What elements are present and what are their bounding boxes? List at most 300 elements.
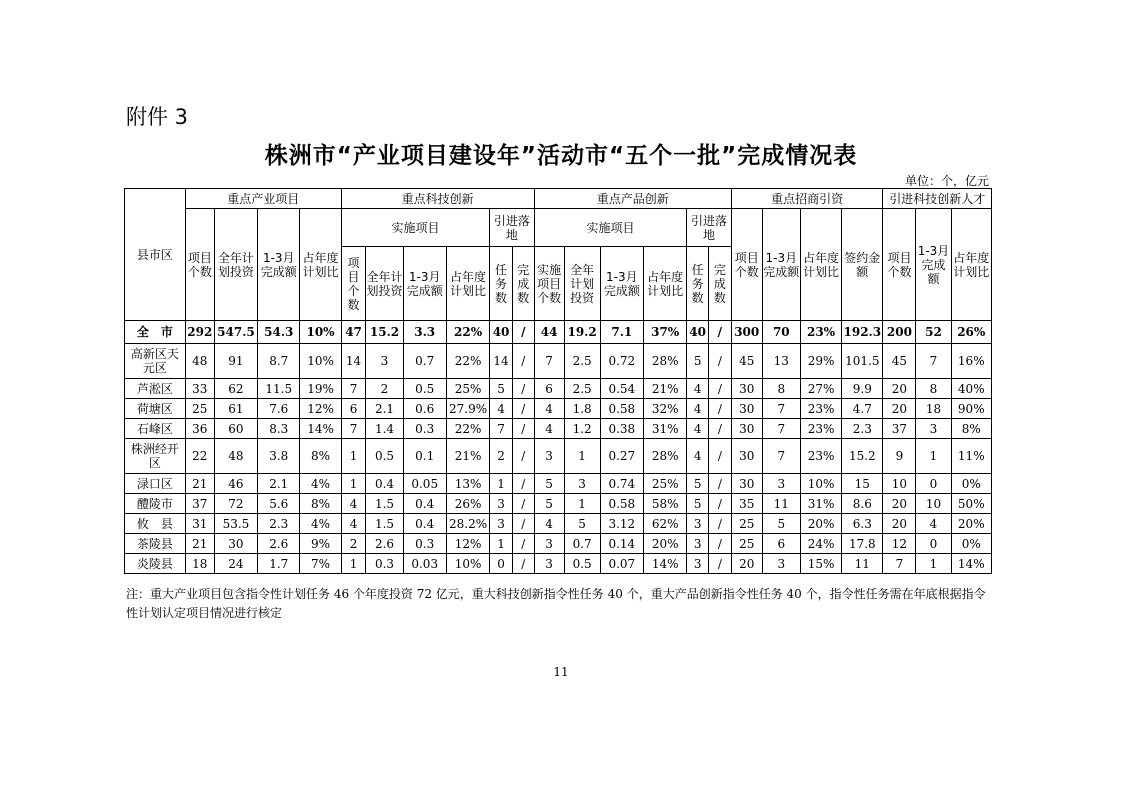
table-cell: 10 <box>883 474 916 494</box>
table-cell: / <box>512 554 534 574</box>
table-cell: 8 <box>762 379 800 399</box>
table-cell: 16% <box>951 344 991 379</box>
table-cell: 4 <box>916 514 951 534</box>
table-cell: 5 <box>762 514 800 534</box>
table-cell: 6 <box>341 399 366 419</box>
table-cell: 4 <box>687 419 709 439</box>
table-cell: 19.2 <box>564 321 600 344</box>
table-cell: 5 <box>687 494 709 514</box>
table-cell: / <box>512 534 534 554</box>
table-cell: 5 <box>564 514 600 534</box>
table-cell: 24 <box>214 554 257 574</box>
table-cell: 5 <box>687 474 709 494</box>
table-cell: 7 <box>490 419 513 439</box>
table-cell: 15% <box>800 554 841 574</box>
table-cell: 14 <box>341 344 366 379</box>
table-cell: / <box>708 554 731 574</box>
table-cell: 45 <box>731 344 762 379</box>
table-cell: 0.4 <box>403 494 446 514</box>
table-cell: 7 <box>916 344 951 379</box>
header-col: 完成数 <box>512 247 534 321</box>
header-col: 实施项目个数 <box>534 247 564 321</box>
header-col: 占年度计划比 <box>800 209 841 321</box>
table-cell: 8% <box>951 419 991 439</box>
table-cell: 5 <box>534 474 564 494</box>
district-name: 渌口区 <box>125 474 186 494</box>
table-cell: 292 <box>185 321 214 344</box>
table-cell: 1.2 <box>564 419 600 439</box>
table-cell: 30 <box>731 474 762 494</box>
table-cell: 2 <box>341 534 366 554</box>
table-cell: 0.5 <box>403 379 446 399</box>
table-cell: 1 <box>916 554 951 574</box>
table-cell: 61 <box>214 399 257 419</box>
table-cell: 3 <box>687 554 709 574</box>
table-cell: 9% <box>300 534 341 554</box>
table-cell: 0.14 <box>600 534 643 554</box>
table-cell: 23% <box>800 439 841 474</box>
table-cell: 52 <box>916 321 951 344</box>
table-cell: 30 <box>731 379 762 399</box>
table-cell: 0 <box>490 554 513 574</box>
table-row <box>125 514 992 534</box>
table-cell: 29% <box>800 344 841 379</box>
table-cell: 2 <box>490 439 513 474</box>
table-cell: 3 <box>490 494 513 514</box>
header-col: 1-3月完成额 <box>916 209 951 321</box>
table-cell: 31% <box>644 419 687 439</box>
table-cell: 3 <box>916 419 951 439</box>
table-cell: 62% <box>644 514 687 534</box>
header-col: 全年计划投资 <box>366 247 403 321</box>
table-row <box>125 399 992 419</box>
table-cell: 28% <box>644 439 687 474</box>
table-row <box>125 474 992 494</box>
table-cell: 3 <box>762 474 800 494</box>
district-name: 醴陵市 <box>125 494 186 514</box>
table-cell: 0.3 <box>403 534 446 554</box>
table-cell: 200 <box>883 321 916 344</box>
table-cell: 11% <box>951 439 991 474</box>
table-cell: 4 <box>687 399 709 419</box>
table-cell: 20 <box>883 514 916 534</box>
table-cell: / <box>708 439 731 474</box>
table-cell: / <box>512 321 534 344</box>
table-cell: 3 <box>564 474 600 494</box>
table-cell: 4 <box>534 514 564 534</box>
header-col: 任务数 <box>687 247 709 321</box>
table-cell: 40 <box>490 321 513 344</box>
table-cell: 10% <box>446 554 489 574</box>
table-cell: 37 <box>185 494 214 514</box>
table-cell: 90% <box>951 399 991 419</box>
header-col: 占年度计划比 <box>951 209 991 321</box>
table-cell: 4% <box>300 514 341 534</box>
table-cell: 1 <box>341 439 366 474</box>
table-cell: 10 <box>916 494 951 514</box>
table-cell: 23% <box>800 399 841 419</box>
table-cell: 0.07 <box>600 554 643 574</box>
table-cell: 22% <box>446 344 489 379</box>
table-cell: 4 <box>341 494 366 514</box>
table-row <box>125 494 992 514</box>
attachment-label: 附件 3 <box>126 105 189 129</box>
table-row <box>125 534 992 554</box>
table-cell: 3 <box>762 554 800 574</box>
table-cell: 0.5 <box>366 439 403 474</box>
table-cell: 48 <box>185 344 214 379</box>
table-cell: 4.7 <box>842 399 883 419</box>
table-cell: 9.9 <box>842 379 883 399</box>
table-cell: 50% <box>951 494 991 514</box>
table-cell: / <box>512 474 534 494</box>
table-row <box>125 554 992 574</box>
table-cell: 58% <box>644 494 687 514</box>
district-name: 炎陵县 <box>125 554 186 574</box>
table-cell: 26% <box>446 494 489 514</box>
table-cell: 20% <box>800 514 841 534</box>
table-cell: 14% <box>300 419 341 439</box>
table-cell: 30 <box>731 439 762 474</box>
table-cell: 28.2% <box>446 514 489 534</box>
table-cell: 7.1 <box>600 321 643 344</box>
table-cell: 3 <box>366 344 403 379</box>
table-cell: 3 <box>534 439 564 474</box>
header-col: 占年度计划比 <box>446 247 489 321</box>
table-cell: / <box>512 379 534 399</box>
table-cell: / <box>708 321 731 344</box>
table-cell: 3 <box>534 554 564 574</box>
table-cell: 48 <box>214 439 257 474</box>
table-cell: 53.5 <box>214 514 257 534</box>
header-group-investment: 重点招商引资 <box>731 189 883 209</box>
table-cell: 25% <box>446 379 489 399</box>
table-cell: 5 <box>534 494 564 514</box>
district-name: 攸 县 <box>125 514 186 534</box>
table-cell: 54.3 <box>258 321 300 344</box>
table-cell: 72 <box>214 494 257 514</box>
table-cell: 6 <box>534 379 564 399</box>
table-cell: / <box>512 419 534 439</box>
district-name: 荷塘区 <box>125 399 186 419</box>
header-col: 全年计划投资 <box>564 247 600 321</box>
table-cell: 2.5 <box>564 344 600 379</box>
table-cell: 3.12 <box>600 514 643 534</box>
table-cell: 2.6 <box>258 534 300 554</box>
table-cell: 21 <box>185 534 214 554</box>
district-name: 石峰区 <box>125 419 186 439</box>
table-cell: 10% <box>800 474 841 494</box>
header-col: 项目个数 <box>185 209 214 321</box>
table-cell: / <box>512 399 534 419</box>
table-cell: 0.1 <box>403 439 446 474</box>
header-col: 1-3月完成额 <box>258 209 300 321</box>
table-cell: 24% <box>800 534 841 554</box>
table-cell: 0.58 <box>600 494 643 514</box>
table-cell: 0.03 <box>403 554 446 574</box>
table-cell: 1.5 <box>366 514 403 534</box>
district-name: 茶陵县 <box>125 534 186 554</box>
table-cell: 1.8 <box>564 399 600 419</box>
table-cell: 0 <box>916 534 951 554</box>
table-cell: 15 <box>842 474 883 494</box>
table-cell: 30 <box>731 419 762 439</box>
table-cell: 8 <box>916 379 951 399</box>
header-col: 全年计划投资 <box>214 209 257 321</box>
table-cell: 0.27 <box>600 439 643 474</box>
table-cell: 5 <box>687 344 709 379</box>
table-cell: 35 <box>731 494 762 514</box>
table-cell: 46 <box>214 474 257 494</box>
header-col: 占年度计划比 <box>644 247 687 321</box>
table-cell: 7 <box>534 344 564 379</box>
table-cell: 22 <box>185 439 214 474</box>
table-cell: 2.1 <box>366 399 403 419</box>
header-sub-prod-impl: 实施项目 <box>534 209 687 247</box>
table-cell: 7 <box>341 419 366 439</box>
table-cell: 3 <box>490 514 513 534</box>
page-number: 11 <box>553 665 569 679</box>
table-cell: 22% <box>446 419 489 439</box>
table-cell: 1 <box>490 534 513 554</box>
table-cell: / <box>708 534 731 554</box>
table-cell: 47 <box>341 321 366 344</box>
table-cell: 13 <box>762 344 800 379</box>
table-cell: 31 <box>185 514 214 534</box>
table-cell: 4 <box>490 399 513 419</box>
table-cell: 20% <box>951 514 991 534</box>
table-cell: 27.9% <box>446 399 489 419</box>
table-cell: 91 <box>214 344 257 379</box>
table-cell: 4 <box>534 419 564 439</box>
table-cell: 15.2 <box>366 321 403 344</box>
table-cell: 3.8 <box>258 439 300 474</box>
header-col: 项目个数 <box>731 209 762 321</box>
table-cell: / <box>708 514 731 534</box>
table-cell: 20 <box>883 494 916 514</box>
table-cell: 1.7 <box>258 554 300 574</box>
table-cell: 60 <box>214 419 257 439</box>
table-cell: 0.54 <box>600 379 643 399</box>
table-cell: 25 <box>731 514 762 534</box>
header-sub-prod-land: 引进落地 <box>687 209 731 247</box>
table-cell: 1 <box>341 554 366 574</box>
table-cell: 8.6 <box>842 494 883 514</box>
table-cell: 5 <box>490 379 513 399</box>
header-col: 1-3月完成额 <box>762 209 800 321</box>
table-cell: 20 <box>883 399 916 419</box>
table-cell: 32% <box>644 399 687 419</box>
table-cell: 0.7 <box>564 534 600 554</box>
table-cell: / <box>708 399 731 419</box>
table-cell: / <box>708 494 731 514</box>
header-col: 项目个数 <box>341 247 366 321</box>
table-cell: 21% <box>644 379 687 399</box>
table-cell: 0.05 <box>403 474 446 494</box>
table-cell: 70 <box>762 321 800 344</box>
table-cell: 62 <box>214 379 257 399</box>
table-cell: 18 <box>185 554 214 574</box>
table-cell: 19% <box>300 379 341 399</box>
header-district: 县市区 <box>125 189 186 321</box>
table-cell: 30 <box>731 399 762 419</box>
table-cell: 0% <box>951 534 991 554</box>
table-cell: 2.3 <box>842 419 883 439</box>
table-cell: 547.5 <box>214 321 257 344</box>
table-cell: 0.74 <box>600 474 643 494</box>
table-cell: 12% <box>446 534 489 554</box>
table-cell: 20 <box>883 379 916 399</box>
table-cell: 27% <box>800 379 841 399</box>
table-cell: 4 <box>341 514 366 534</box>
completion-table <box>124 188 992 574</box>
district-name: 全 市 <box>125 321 186 344</box>
table-cell: / <box>708 419 731 439</box>
table-cell: 0.4 <box>403 514 446 534</box>
table-cell: 11 <box>762 494 800 514</box>
header-group-tech: 重点科技创新 <box>341 189 534 209</box>
table-cell: 37 <box>883 419 916 439</box>
table-cell: 0.5 <box>564 554 600 574</box>
table-cell: 6 <box>762 534 800 554</box>
table-cell: 20 <box>731 554 762 574</box>
table-cell: 4% <box>300 474 341 494</box>
table-cell: 7% <box>300 554 341 574</box>
table-cell: 2.1 <box>258 474 300 494</box>
header-group-industry: 重点产业项目 <box>185 189 341 209</box>
table-cell: / <box>708 344 731 379</box>
table-cell: 25 <box>731 534 762 554</box>
table-body <box>125 321 992 574</box>
table-cell: 30 <box>214 534 257 554</box>
table-cell: 21 <box>185 474 214 494</box>
table-cell: 8% <box>300 494 341 514</box>
table-cell: 0.7 <box>403 344 446 379</box>
table-cell: 31% <box>800 494 841 514</box>
table-cell: 1 <box>341 474 366 494</box>
table-cell: / <box>708 474 731 494</box>
header-col: 占年度计划比 <box>300 209 341 321</box>
table-cell: 10% <box>300 321 341 344</box>
table-cell: 7 <box>762 419 800 439</box>
header-col: 签约金额 <box>842 209 883 321</box>
table-cell: 5.6 <box>258 494 300 514</box>
table-cell: 8.7 <box>258 344 300 379</box>
table-cell: 192.3 <box>842 321 883 344</box>
table-cell: 0.3 <box>366 554 403 574</box>
header-sub-tech-impl: 实施项目 <box>341 209 490 247</box>
header-group-product: 重点产品创新 <box>534 189 731 209</box>
page-title: 株洲市“产业项目建设年”活动市“五个一批”完成情况表 <box>264 143 858 169</box>
table-cell: 11 <box>842 554 883 574</box>
table-cell: 1 <box>564 494 600 514</box>
table-cell: 2.6 <box>366 534 403 554</box>
district-name: 高新区天元区 <box>125 344 186 379</box>
table-cell: 0% <box>951 474 991 494</box>
table-cell: 25 <box>185 399 214 419</box>
table-cell: 4 <box>687 379 709 399</box>
table-cell: 18 <box>916 399 951 419</box>
table-cell: 13% <box>446 474 489 494</box>
table-cell: 7 <box>341 379 366 399</box>
table-cell: 45 <box>883 344 916 379</box>
table-cell: 300 <box>731 321 762 344</box>
table-cell: 8.3 <box>258 419 300 439</box>
table-cell: 12% <box>300 399 341 419</box>
table-cell: 4 <box>534 399 564 419</box>
table-cell: 25% <box>644 474 687 494</box>
table-cell: 0.38 <box>600 419 643 439</box>
table-cell: 0.72 <box>600 344 643 379</box>
table-cell: 2.5 <box>564 379 600 399</box>
table-cell: 8% <box>300 439 341 474</box>
table-cell: 1 <box>916 439 951 474</box>
table-cell: 2.3 <box>258 514 300 534</box>
table-cell: 9 <box>883 439 916 474</box>
table-cell: 17.8 <box>842 534 883 554</box>
table-cell: 3.3 <box>403 321 446 344</box>
table-cell: 14% <box>951 554 991 574</box>
table-cell: 20% <box>644 534 687 554</box>
table-row <box>125 419 992 439</box>
table-cell: 0.3 <box>403 419 446 439</box>
table-cell: 36 <box>185 419 214 439</box>
table-cell: 6.3 <box>842 514 883 534</box>
unit-label: 单位：个，亿元 <box>904 174 989 188</box>
table-cell: 23% <box>800 419 841 439</box>
header-group-talent: 引进科技创新人才 <box>883 189 992 209</box>
table-cell: 1.5 <box>366 494 403 514</box>
header-sub-tech-land: 引进落地 <box>490 209 534 247</box>
table-cell: 28% <box>644 344 687 379</box>
table-cell: 23% <box>800 321 841 344</box>
table-cell: / <box>512 494 534 514</box>
table-cell: 7 <box>762 399 800 419</box>
table-cell: 21% <box>446 439 489 474</box>
table-cell: / <box>512 514 534 534</box>
table-cell: 3 <box>687 514 709 534</box>
table-cell: 26% <box>951 321 991 344</box>
table-cell: 2 <box>366 379 403 399</box>
header-col: 任务数 <box>490 247 513 321</box>
table-cell: 0 <box>916 474 951 494</box>
table-cell: 7 <box>883 554 916 574</box>
footnote: 注：重大产业项目包含指令性计划任务 46 个年度投资 72 亿元，重大科技创新指令性任务 40 个，重大产品创新指令性任务 40 个，指令性任务需在年底根据指令性计划认定项目情况进行核定 <box>126 587 986 620</box>
table-cell: 33 <box>185 379 214 399</box>
table-cell: 11.5 <box>258 379 300 399</box>
table-cell: / <box>512 344 534 379</box>
table-cell: 0.6 <box>403 399 446 419</box>
header-col: 项目个数 <box>883 209 916 321</box>
table-cell: 10% <box>300 344 341 379</box>
table-cell: 1 <box>490 474 513 494</box>
header-col: 完成数 <box>708 247 731 321</box>
table-cell: 37% <box>644 321 687 344</box>
table-cell: 15.2 <box>842 439 883 474</box>
header-col: 1-3月完成额 <box>600 247 643 321</box>
district-name: 芦淞区 <box>125 379 186 399</box>
table-row <box>125 344 992 379</box>
table-cell: 44 <box>534 321 564 344</box>
district-name: 株洲经开区 <box>125 439 186 474</box>
table-cell: 4 <box>687 439 709 474</box>
table-row <box>125 439 992 474</box>
table-cell: / <box>708 379 731 399</box>
table-cell: 40 <box>687 321 709 344</box>
table-row <box>125 379 992 399</box>
table-cell: 0.58 <box>600 399 643 419</box>
table-cell: 14% <box>644 554 687 574</box>
